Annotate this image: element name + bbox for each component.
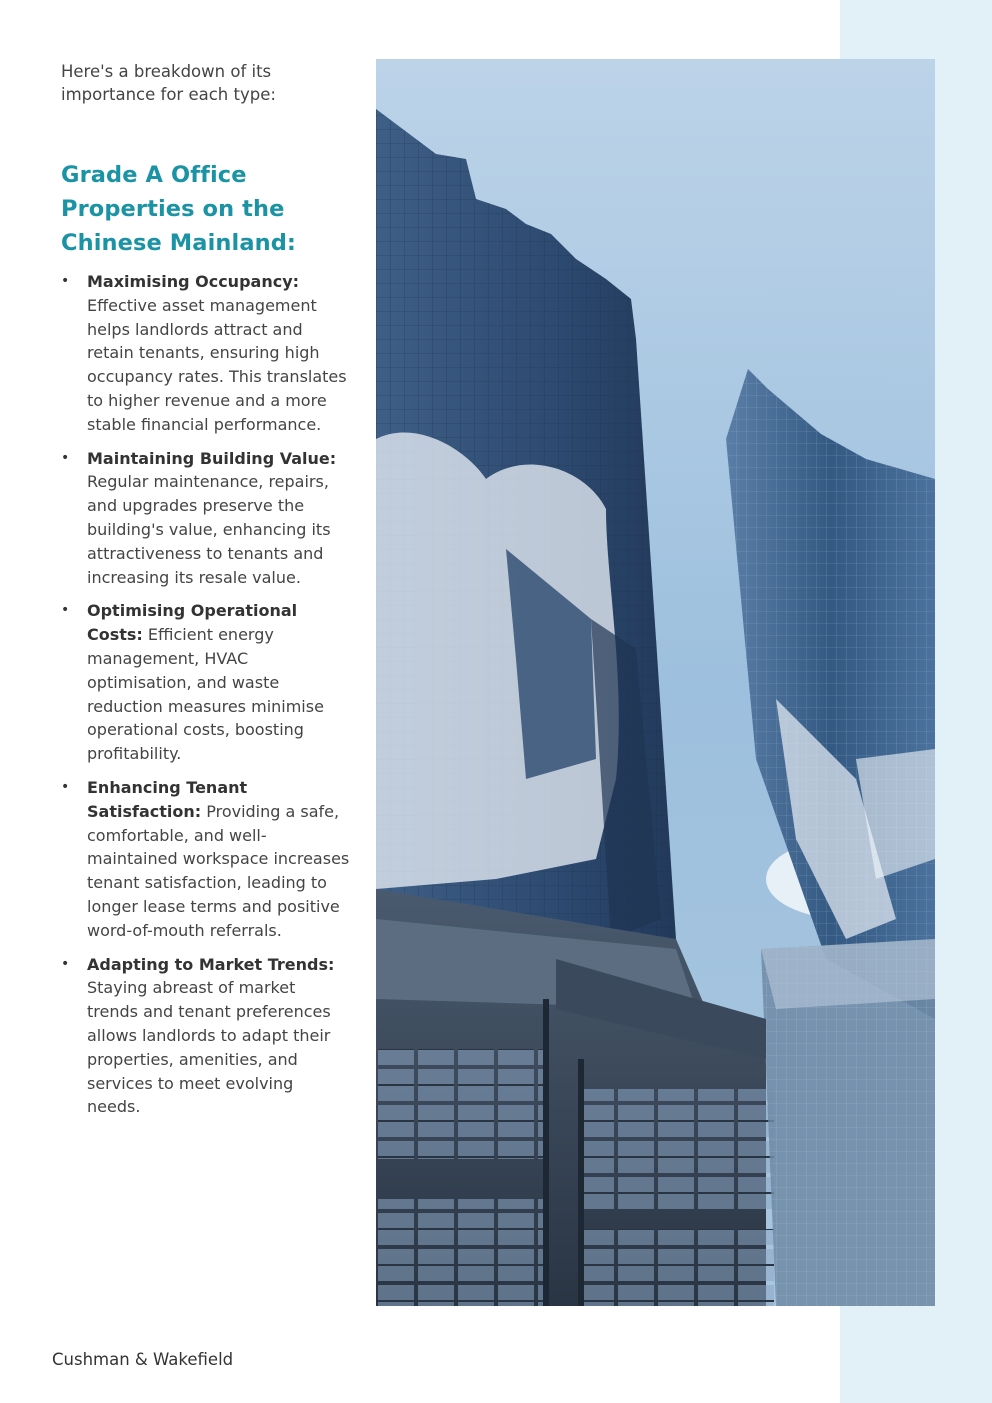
bullet-text: Staying abreast of market trends and tenant preferences allows landlords to adapt their properties, amenities, and services to meet evolving needs.	[87, 978, 331, 1117]
skyscraper-photo	[376, 59, 935, 1306]
bullet-term: Maintaining Building Value:	[87, 448, 337, 468]
bullet-text: Efficient energy management, HVAC optimisation, and waste reduction measures minimise operational costs, boosting profitability.	[87, 625, 324, 764]
bullet-text: Regular maintenance, repairs, and upgrades preserve the building's value, enhancing its attractiveness to tenants and increasing its resale value.	[87, 472, 331, 587]
bullet-term: Optimising Operational Costs:	[87, 601, 298, 645]
bullet-term: Enhancing Tenant Satisfaction:	[87, 777, 248, 821]
intro-text: Here's a breakdown of its importance for each type:	[61, 62, 276, 104]
bullet-icon: •	[61, 955, 70, 972]
bullet-text: Providing a safe, comfortable, and well-maintained workspace increases tenant satisfaction, leading to longer lease terms and positive word-of-mouth referrals.	[87, 801, 350, 940]
bullet-item-market-trends	[61, 953, 351, 1120]
bullet-icon: •	[61, 449, 70, 466]
bullet-list	[61, 270, 351, 1129]
bullet-text: Effective asset management helps landlords attract and retain tenants, ensuring high occupancy rates. This translates to higher revenue and a more stable financial performance.	[87, 295, 347, 434]
skyscraper-illustration	[376, 59, 935, 1306]
footer-brand: Cushman & Wakefield	[52, 1350, 234, 1369]
bullet-term: Maximising Occupancy:	[87, 272, 300, 291]
bullet-item-tenant-satisfaction	[61, 776, 351, 943]
bullet-item-occupancy	[61, 270, 351, 437]
bullet-icon: •	[61, 273, 70, 289]
bullet-item-building-value	[61, 447, 351, 590]
bullet-item-operational-costs	[61, 599, 351, 766]
section-heading: Grade A Office Properties on the Chinese Mainland:	[61, 162, 297, 256]
bullet-icon: •	[61, 778, 70, 795]
bullet-icon: •	[61, 602, 70, 619]
bullet-term: Adapting to Market Trends:	[87, 954, 335, 974]
